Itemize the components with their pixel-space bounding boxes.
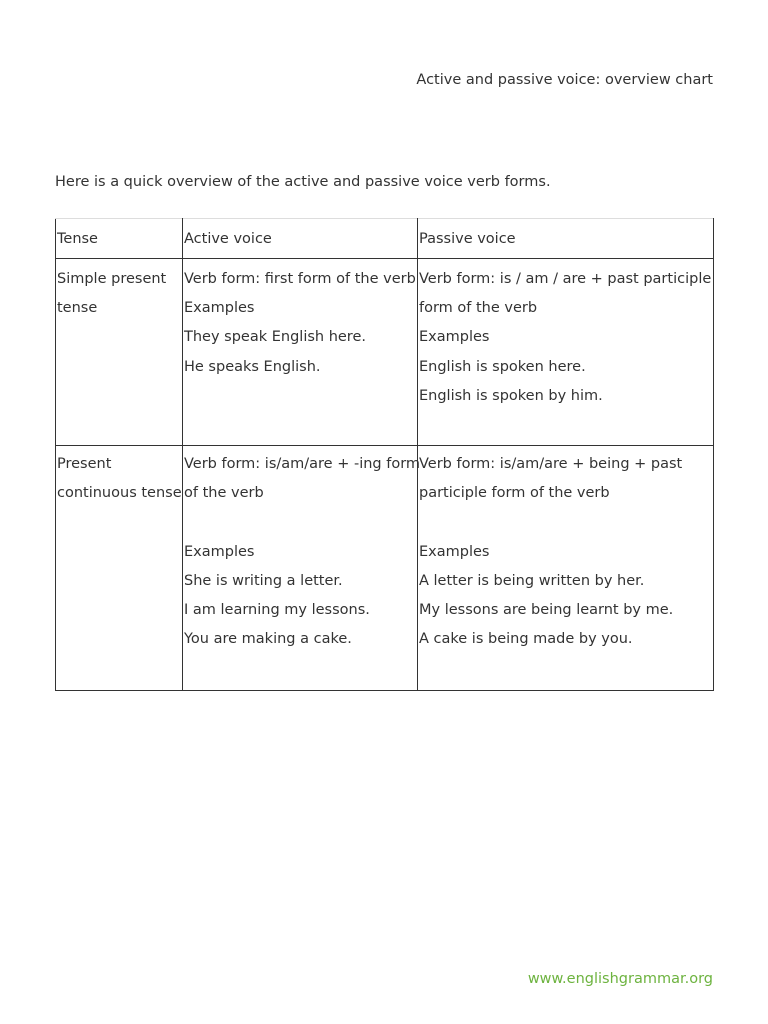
- cell-line: Examples: [419, 329, 490, 346]
- header-tense: Tense: [56, 219, 183, 259]
- voice-overview-table: [55, 218, 714, 691]
- active-cell: [183, 259, 418, 446]
- table-row: [56, 446, 714, 691]
- cell-line: English is spoken by him.: [419, 387, 603, 404]
- cell-line: Examples: [184, 300, 255, 317]
- cell-line: Examples: [184, 543, 255, 560]
- cell-line: Examples: [419, 543, 490, 560]
- cell-line: I am learning my lessons.: [184, 602, 370, 618]
- cell-line: Verb form: is/am/are + being + past: [419, 456, 683, 472]
- cell-line: of the verb: [184, 485, 264, 502]
- tense-cell: [56, 259, 183, 446]
- cell-line: You are making a cake.: [184, 631, 352, 648]
- footer-site-link[interactable]: www.englishgrammar.org: [527, 971, 713, 987]
- cell-line: Verb form: is/am/are + -ing form: [184, 456, 421, 472]
- cell-line: Present: [57, 456, 112, 472]
- passive-cell: [418, 446, 714, 691]
- intro-paragraph: Here is a quick overview of the active and passive voice verb forms.: [55, 174, 551, 190]
- cell-line: tense: [57, 300, 98, 317]
- cell-line: A letter is being written by her.: [419, 572, 645, 589]
- table-header-row: [56, 219, 714, 259]
- table-row: [56, 259, 714, 446]
- blank-line: [184, 508, 417, 537]
- header-passive-voice: Passive voice: [418, 219, 714, 259]
- cell-line: My lessons are being learnt by me.: [419, 602, 674, 618]
- cell-line: Verb form: first form of the verb: [184, 271, 416, 287]
- cell-line: English is spoken here.: [419, 358, 586, 375]
- cell-line: A cake is being made by you.: [419, 631, 633, 648]
- cell-line: She is writing a letter.: [184, 572, 343, 589]
- cell-line: Simple present: [57, 271, 167, 287]
- tense-cell: [56, 446, 183, 691]
- page-title: Active and passive voice: overview chart: [416, 72, 713, 88]
- active-cell: [183, 446, 421, 691]
- cell-line: participle form of the verb: [419, 485, 610, 502]
- passive-cell: [418, 259, 714, 446]
- blank-line: [419, 508, 713, 537]
- cell-line: form of the verb: [419, 300, 538, 317]
- cell-line: He speaks English.: [184, 358, 321, 375]
- header-active-voice: Active voice: [183, 219, 418, 259]
- cell-line: They speak English here.: [184, 329, 366, 346]
- cell-line: Verb form: is / am / are + past participle: [419, 271, 712, 287]
- cell-line: continuous tense: [57, 485, 182, 502]
